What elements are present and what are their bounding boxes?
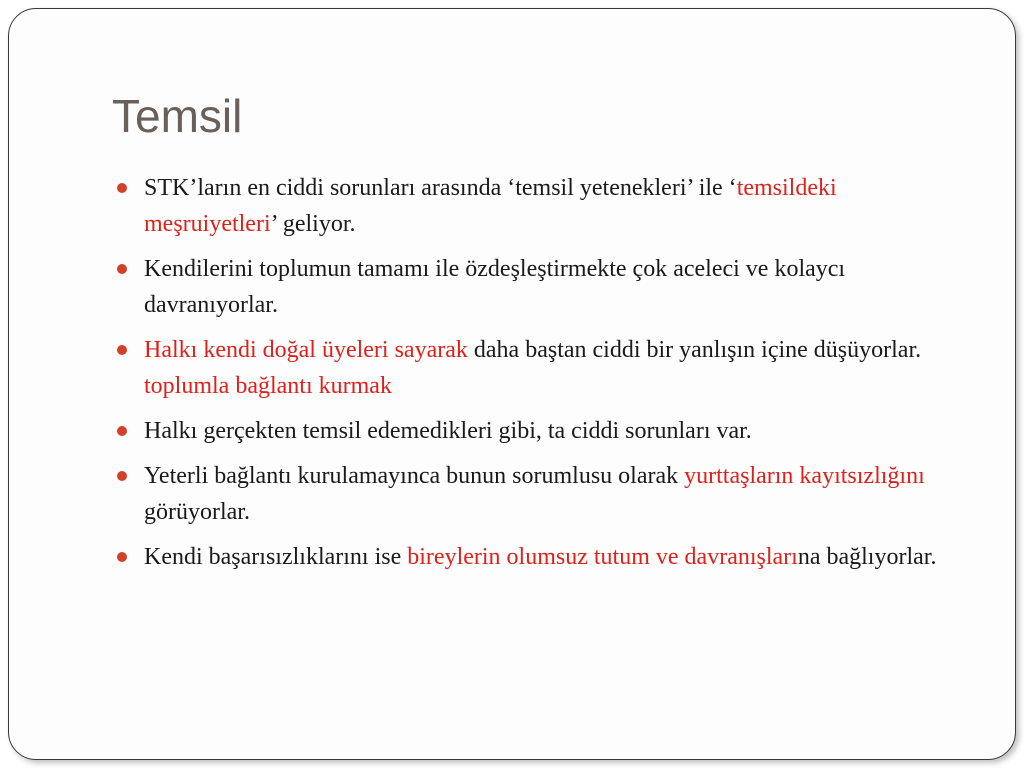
- bullet-text: daha baştan ciddi bir yanlışın içine düşüyorlar.: [467, 337, 922, 363]
- bullet-item-4: [112, 413, 962, 449]
- bullet-text: STK’ların en ciddi sorunları arasında ‘temsil yetenekleri’ ile ‘: [144, 175, 737, 201]
- bullet-dot-icon: [117, 264, 127, 274]
- bullet-item-2: [112, 251, 962, 323]
- slide-title: Temsil: [112, 90, 243, 142]
- bullet-dot-icon: [117, 552, 127, 562]
- bullet-highlight: yurttaşların kayıtsızlığını: [684, 463, 925, 489]
- bullet-highlight: temsildeki meşruiyetleri: [144, 175, 837, 237]
- bullet-highlight: toplumla bağlantı kurmak: [144, 373, 392, 399]
- bullet-text: Kendi başarısızlıklarını ise: [144, 544, 408, 570]
- bullet-dot-icon: [117, 426, 127, 436]
- bullet-text: Kendilerini toplumun tamamı ile özdeşleştirmekte çok aceleci ve kolaycı davranıyorlar.: [144, 256, 846, 318]
- bullet-text: Halkı gerçekten temsil edemedikleri gibi, ta ciddi sorunları var.: [144, 418, 752, 444]
- bullet-text: görüyorlar.: [144, 499, 250, 525]
- bullet-dot-icon: [117, 345, 127, 355]
- bullet-list: [112, 170, 962, 584]
- bullet-dot-icon: [117, 471, 127, 481]
- bullet-highlight: bireylerin olumsuz tutum ve davranışları: [407, 544, 798, 570]
- bullet-item-5: [112, 458, 962, 530]
- bullet-item-3: [112, 332, 962, 404]
- bullet-highlight: Halkı kendi doğal üyeleri sayarak: [144, 337, 468, 363]
- bullet-item-1: [112, 170, 962, 242]
- bullet-dot-icon: [117, 183, 127, 193]
- bullet-text: Yeterli bağlantı kurulamayınca bunun sorumlusu olarak: [144, 463, 685, 489]
- bullet-text: na bağlıyorlar.: [797, 544, 937, 570]
- bullet-item-6: [112, 539, 962, 575]
- bullet-text: ’ geliyor.: [270, 211, 356, 237]
